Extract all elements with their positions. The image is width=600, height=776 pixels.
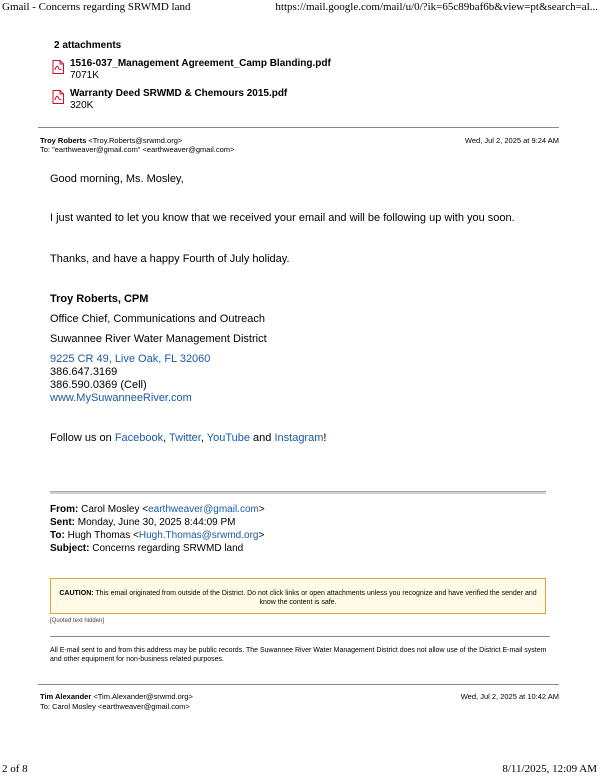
follow-separator: , — [200, 432, 207, 444]
sender-name: Troy Roberts — [40, 136, 87, 145]
attachment-name[interactable]: 1516-037_Management Agreement_Camp Blanding.pdf — [70, 58, 331, 69]
caution-text: This email originated from outside of the District. Do not click links or open attachments unless you recognize and have verified the sender and know the content is safe. — [93, 590, 537, 606]
quoted-text-hidden-toggle[interactable]: [Quoted text hidden] — [50, 618, 105, 624]
follow-and: and — [250, 432, 275, 444]
message-divider — [38, 127, 559, 128]
quoted-to-email-link[interactable]: Hugh.Thomas@srwmd.org — [138, 530, 259, 541]
disclaimer-text: All E-mail sent to and from this address may be public records. The Suwannee River Water Management District does not allow use of the District E-mail system and other equipment for non-business related purposes. — [50, 647, 547, 663]
quoted-sent — [50, 516, 235, 529]
message-recipient: To: "earthweaver@gmail.com" <earthweaver@gmail.com> — [40, 145, 235, 154]
social-follow-line — [50, 432, 326, 444]
quoted-from-end: > — [258, 504, 265, 515]
signature-website-link[interactable]: www.MySuwanneeRiver.com — [50, 392, 192, 404]
quoted-subject-value: Concerns regarding SRWMD land — [89, 543, 244, 554]
attachments-title: 2 attachments — [54, 40, 122, 51]
signature-cell-phone: 386.590.0369 (Cell) — [50, 379, 147, 391]
signature-phone: 386.647.3169 — [50, 366, 118, 378]
email-paragraph: I just wanted to let you know that we received your email and will be following up with you soon. — [50, 212, 515, 224]
pdf-file-icon — [52, 60, 64, 74]
follow-suffix: ! — [323, 432, 327, 444]
quoted-sent-label: Sent: — [50, 517, 75, 528]
quoted-subject — [50, 542, 243, 555]
email-paragraph: Thanks, and have a happy Fourth of July holiday. — [50, 253, 290, 265]
follow-separator: , — [163, 432, 170, 444]
caution-label: CAUTION: — [59, 590, 94, 597]
message-recipient: To: Carol Mosley <earthweaver@gmail.com> — [40, 702, 190, 711]
quoted-to-end: > — [258, 530, 265, 541]
signature-title: Office Chief, Communications and Outreach — [50, 313, 266, 325]
quoted-to-name: Hugh Thomas < — [64, 530, 139, 541]
print-footer-page: 2 of 8 — [2, 763, 28, 775]
message-divider — [38, 684, 559, 685]
signature-name: Troy Roberts, CPM — [50, 293, 149, 305]
quoted-subject-label: Subject: — [50, 543, 90, 554]
follow-prefix: Follow us on — [50, 432, 115, 444]
quoted-to — [50, 529, 264, 542]
signature-org: Suwannee River Water Management District — [50, 333, 267, 345]
instagram-link[interactable]: Instagram — [274, 432, 324, 444]
facebook-link[interactable]: Facebook — [114, 432, 164, 444]
email-greeting: Good morning, Ms. Mosley, — [50, 173, 184, 185]
twitter-link[interactable]: Twitter — [169, 432, 201, 444]
quoted-from-label: From: — [50, 504, 79, 515]
print-header-title: Gmail - Concerns regarding SRWMD land — [2, 1, 191, 13]
quoted-from-name: Carol Mosley < — [78, 504, 149, 515]
disclaimer-divider — [50, 636, 550, 637]
caution-banner — [50, 578, 546, 614]
message-date: Wed, Jul 2, 2025 at 9:24 AM — [464, 136, 559, 145]
pdf-file-icon — [52, 90, 64, 104]
attachment-size: 7071K — [70, 70, 99, 81]
sender-email: <Troy.Roberts@srwmd.org> — [88, 136, 183, 145]
quoted-sent-value: Monday, June 30, 2025 8:44:09 PM — [75, 517, 236, 528]
signature-address-link[interactable]: 9225 CR 49, Live Oak, FL 32060 — [50, 353, 211, 365]
attachment-name[interactable]: Warranty Deed SRWMD & Chemours 2015.pdf — [70, 88, 288, 99]
attachment-item[interactable] — [52, 58, 331, 82]
quoted-from — [50, 503, 265, 516]
quoted-from-email-link[interactable]: earthweaver@gmail.com — [148, 504, 259, 515]
print-footer-timestamp: 8/11/2025, 12:09 AM — [502, 763, 597, 775]
youtube-link[interactable]: YouTube — [206, 432, 250, 444]
quoted-divider — [50, 491, 546, 494]
attachment-size: 320K — [70, 100, 94, 111]
print-header-url: https://mail.google.com/mail/u/0/?ik=65c89baf6b&view=pt&search=al... — [275, 1, 598, 13]
message-sender — [40, 692, 193, 702]
quoted-to-label: To: — [50, 530, 65, 541]
sender-email: <Tim.Alexander@srwmd.org> — [93, 692, 193, 701]
sender-name: Tim Alexander — [40, 692, 92, 701]
attachment-item[interactable] — [52, 88, 287, 112]
message-date: Wed, Jul 2, 2025 at 10:42 AM — [460, 692, 559, 701]
